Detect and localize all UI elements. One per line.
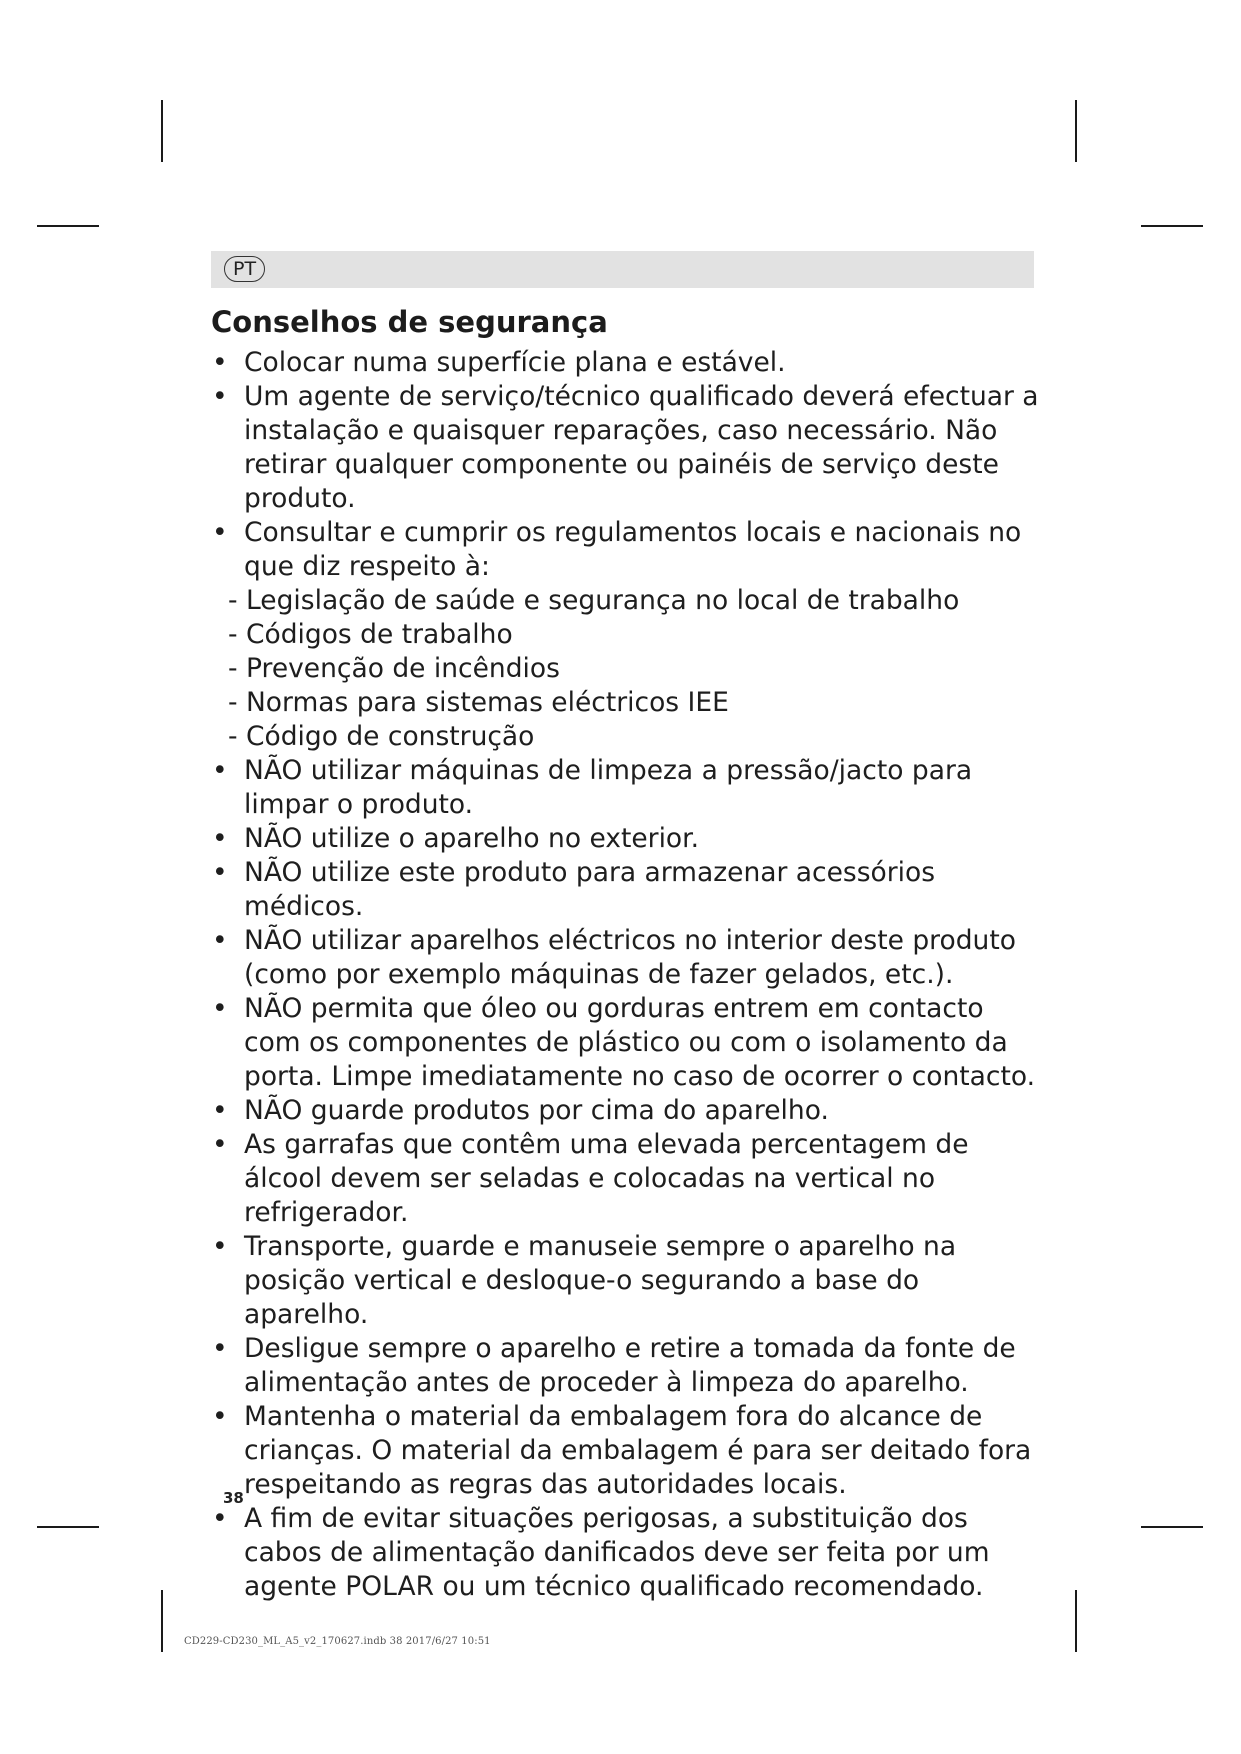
item-text: NÃO guarde produtos por cima do aparelho. bbox=[244, 1095, 829, 1126]
bullet-item bbox=[211, 1502, 1041, 1604]
item-text: Transporte, guarde e manuseie sempre o aparelho na posição vertical e desloque-o segurando a base do aparelho. bbox=[244, 1231, 957, 1330]
language-badge: PT bbox=[224, 256, 265, 282]
item-text: NÃO utilizar aparelhos eléctricos no interior deste produto (como por exemplo máquinas de fazer gelados, etc.). bbox=[244, 925, 1016, 990]
crop-mark-left-lower bbox=[37, 1526, 99, 1528]
crop-mark-right-lower bbox=[1141, 1526, 1203, 1528]
bullet-item bbox=[211, 1128, 1041, 1230]
item-text: - Prevenção de incêndios bbox=[228, 653, 560, 684]
bullet-item bbox=[211, 856, 1041, 924]
language-header-bar bbox=[211, 251, 1034, 288]
bullet-mark: • bbox=[212, 857, 228, 888]
item-text: Colocar numa superfície plana e estável. bbox=[244, 347, 786, 378]
bullet-mark: • bbox=[212, 823, 228, 854]
bullet-item bbox=[211, 516, 1041, 584]
item-text: - Códigos de trabalho bbox=[228, 619, 513, 650]
advice-list bbox=[211, 346, 1041, 1604]
item-text: As garrafas que contêm uma elevada percentagem de álcool devem ser seladas e colocadas na vertical no refrigerador. bbox=[244, 1129, 969, 1228]
bullet-mark: • bbox=[212, 1095, 228, 1126]
sub-item bbox=[211, 618, 1041, 652]
bullet-mark: • bbox=[212, 347, 228, 378]
bullet-mark: • bbox=[212, 1129, 228, 1160]
bullet-item bbox=[211, 1094, 1041, 1128]
item-text: Um agente de serviço/técnico qualificado deverá efectuar a instalação e quaisquer reparações, caso necessário. Não retirar qualquer componente ou painéis de serviço deste produto. bbox=[244, 381, 1039, 514]
crop-mark-top-right bbox=[1075, 100, 1077, 162]
bullet-mark: • bbox=[212, 1231, 228, 1262]
item-text: - Legislação de saúde e segurança no local de trabalho bbox=[228, 585, 960, 616]
item-text: NÃO utilize o aparelho no exterior. bbox=[244, 823, 700, 854]
bullet-item bbox=[211, 924, 1041, 992]
bullet-item bbox=[211, 1400, 1041, 1502]
crop-mark-bottom-right bbox=[1075, 1590, 1077, 1652]
bullet-item bbox=[211, 1332, 1041, 1400]
bullet-item bbox=[211, 346, 1041, 380]
item-text: - Código de construção bbox=[228, 721, 535, 752]
item-text: A fim de evitar situações perigosas, a substituição dos cabos de alimentação danificados deve ser feita por um agente POLAR ou um técnico qualificado recomendado. bbox=[244, 1503, 990, 1602]
bullet-mark: • bbox=[212, 1503, 228, 1534]
item-text: Consultar e cumprir os regulamentos locais e nacionais no que diz respeito à: bbox=[244, 517, 1022, 582]
crop-mark-bottom-left bbox=[161, 1590, 163, 1652]
page-number: 38 bbox=[223, 1489, 244, 1507]
safety-advice-section bbox=[211, 302, 1041, 1604]
bullet-mark: • bbox=[212, 993, 228, 1024]
bullet-mark: • bbox=[212, 755, 228, 786]
bullet-mark: • bbox=[212, 1401, 228, 1432]
section-title: Conselhos de segurança bbox=[211, 305, 608, 339]
sub-item bbox=[211, 584, 1041, 618]
print-info: CD229-CD230_ML_A5_v2_170627.indb 38 2017/6/27 10:51 bbox=[184, 1636, 491, 1647]
item-text: - Normas para sistemas eléctricos IEE bbox=[228, 687, 729, 718]
crop-mark-right-upper bbox=[1141, 225, 1203, 227]
bullet-mark: • bbox=[212, 517, 228, 548]
item-text: NÃO utilize este produto para armazenar acessórios médicos. bbox=[244, 857, 936, 922]
item-text: NÃO utilizar máquinas de limpeza a pressão/jacto para limpar o produto. bbox=[244, 755, 973, 820]
bullet-item bbox=[211, 754, 1041, 822]
crop-mark-top-left bbox=[161, 100, 163, 162]
sub-item bbox=[211, 720, 1041, 754]
bullet-item bbox=[211, 992, 1041, 1094]
sub-item bbox=[211, 652, 1041, 686]
crop-mark-left-upper bbox=[37, 225, 99, 227]
item-text: NÃO permita que óleo ou gorduras entrem em contacto com os componentes de plástico ou com o isolamento da porta. Limpe imediatamente no caso de ocorrer o contacto. bbox=[244, 993, 1036, 1092]
sub-item bbox=[211, 686, 1041, 720]
bullet-item bbox=[211, 1230, 1041, 1332]
bullet-mark: • bbox=[212, 1333, 228, 1364]
item-text: Desligue sempre o aparelho e retire a tomada da fonte de alimentação antes de proceder à limpeza do aparelho. bbox=[244, 1333, 1016, 1398]
item-text: Mantenha o material da embalagem fora do alcance de crianças. O material da embalagem é para ser deitado fora respeitando as regras das autoridades locais. bbox=[244, 1401, 1032, 1500]
bullet-item bbox=[211, 380, 1041, 516]
bullet-item bbox=[211, 822, 1041, 856]
bullet-mark: • bbox=[212, 381, 228, 412]
bullet-mark: • bbox=[212, 925, 228, 956]
